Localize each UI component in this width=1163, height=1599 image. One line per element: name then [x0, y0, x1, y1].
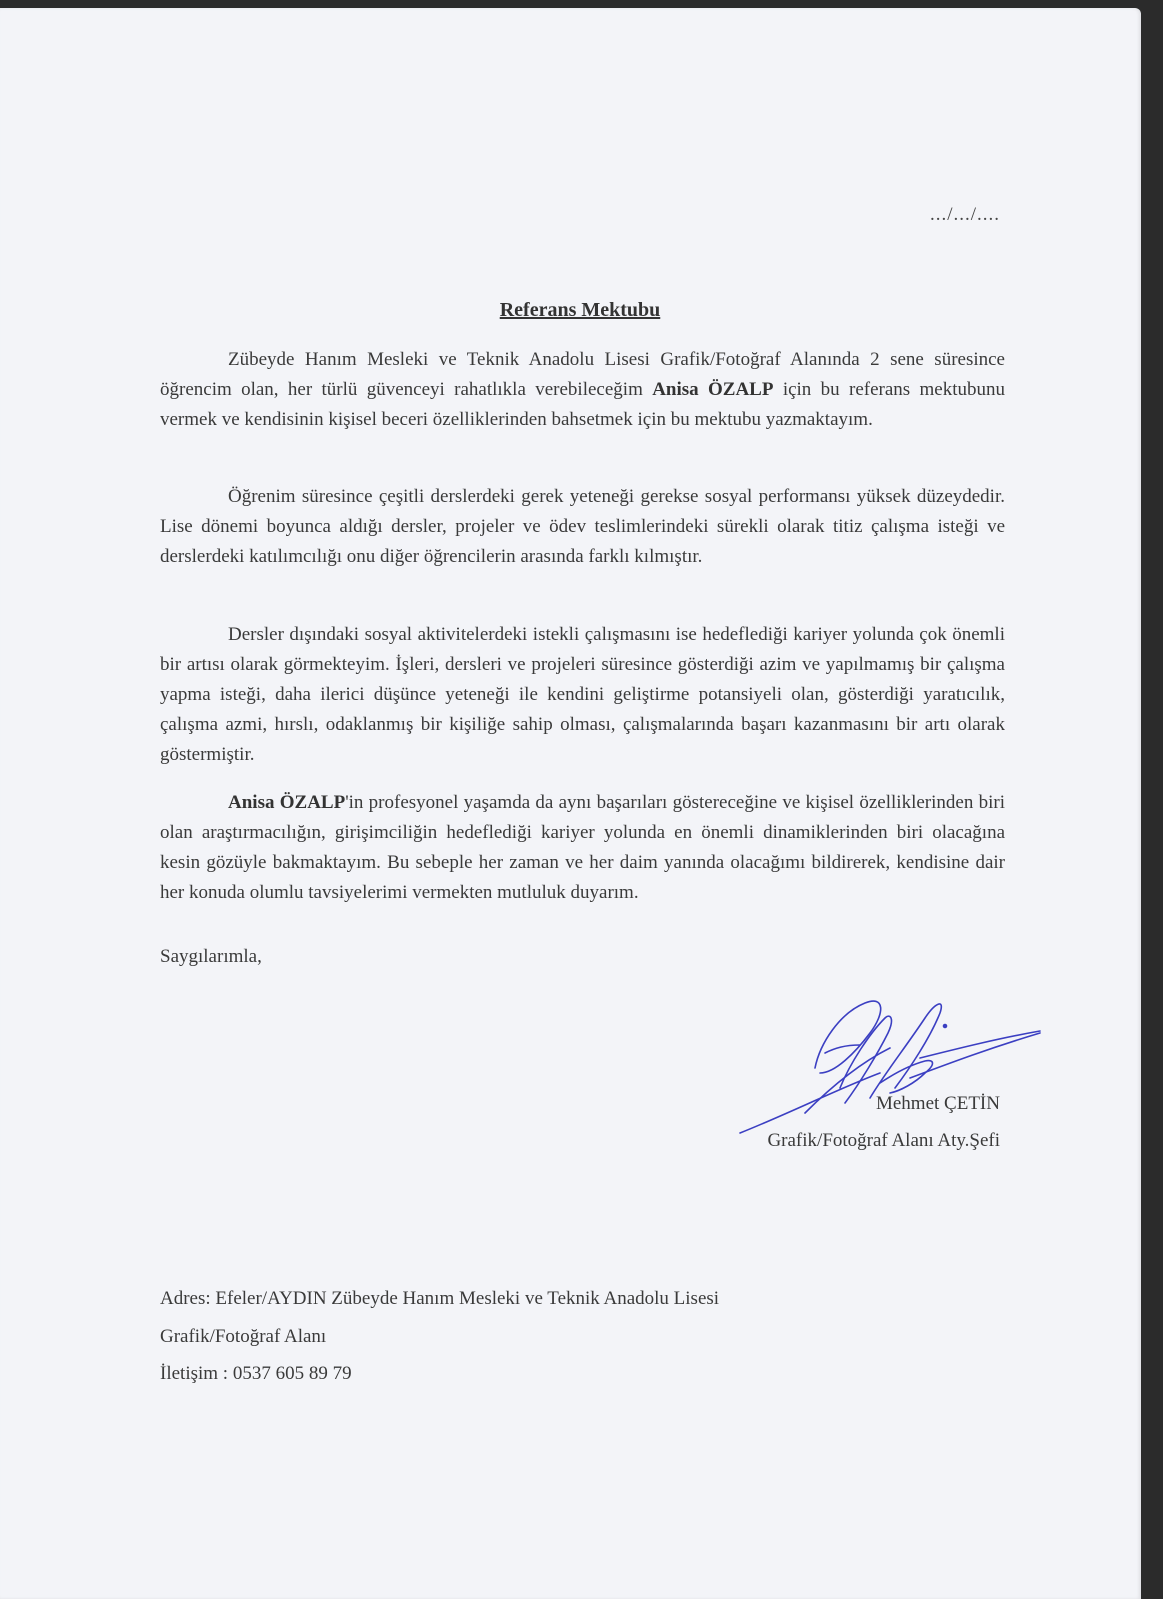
- closing-salutation: Saygılarımla,: [160, 946, 262, 967]
- paragraph-4-after: 'in profesyonel yaşamda da aynı başarıları göstereceğine ve kişisel özelliklerinden biri olan araştırmacılığın, girişimciliğin hedeflediği kariyer yolunda en önemli dinamiklerinden biri olacağına kesin gözüyle bakmaktayım. Bu sebeple her zaman ve her daim yanında olacağımı bildirerek, kendisine dair her konuda olumlu tavsiyelerimi vermekten mutluluk duyarım.: [160, 792, 1005, 903]
- date-placeholder: .../.../....: [929, 204, 1000, 225]
- paragraph-4: [160, 788, 1005, 908]
- letter-title: Referans Mektubu: [499, 299, 661, 321]
- paragraph-1-after: için bu referans mektubunu vermek ve kendisinin kişisel beceri özelliklerinden bahsetmek için bu mektubu yazmaktayım.: [160, 379, 1005, 430]
- paragraph-1: [160, 345, 1005, 435]
- footer-contact: İletişim : 0537 605 89 79: [160, 1363, 352, 1384]
- footer-department: Grafik/Fotoğraf Alanı: [160, 1326, 327, 1347]
- paragraph-2: [160, 482, 1005, 572]
- signer-role: Grafik/Fotoğraf Alanı Aty.Şefi: [767, 1130, 1000, 1151]
- letter-page: [0, 8, 1141, 1599]
- paragraph-2-text: Öğrenim süresince çeşitli derslerdeki gerek yeteneği gerekse sosyal performansı yüksek düzeydedir. Lise dönemi boyunca aldığı dersler, projeler ve ödev teslimlerindeki sürekli olarak titiz çalışma isteği ve derslerdeki katılımcılığı onu diğer öğrencilerin arasında farklı kılmıştır.: [160, 486, 1005, 567]
- paragraph-3-text: Dersler dışındaki sosyal aktivitelerdeki istekli çalışmasını ise hedeflediği kariyer yolunda çok önemli bir artısı olarak görmekteyim. İşleri, dersleri ve projeleri süresince gösterdiği azim ve yapılmamış bir çalışma yapma isteği, daha ilerici düşünce yeteneği ile kendini geliştirme potansiyeli olan, gösterdiği yaratıcılık, çalışma azmi, hırslı, odaklanmış bir kişiliğe sahip olması, çalışmalarında başarı kazanmasını bir artı olarak göstermiştir.: [160, 624, 1005, 765]
- handwritten-signature: [720, 993, 1050, 1143]
- student-name: Anisa ÖZALP: [652, 379, 774, 400]
- paragraph-1-before: Zübeyde Hanım Mesleki ve Teknik Anadolu Lisesi Grafik/Fotoğraf Alanında 2 sene süresince öğrencim olan, her türlü güvenceyi rahatlıkla verebileceğim: [160, 349, 1005, 400]
- student-name-2: Anisa ÖZALP: [228, 792, 346, 813]
- signer-name: Mehmet ÇETİN: [875, 1093, 1000, 1114]
- paragraph-3: [160, 620, 1005, 770]
- footer-address: Adres: Efeler/AYDIN Zübeyde Hanım Mesleki ve Teknik Anadolu Lisesi: [160, 1288, 720, 1309]
